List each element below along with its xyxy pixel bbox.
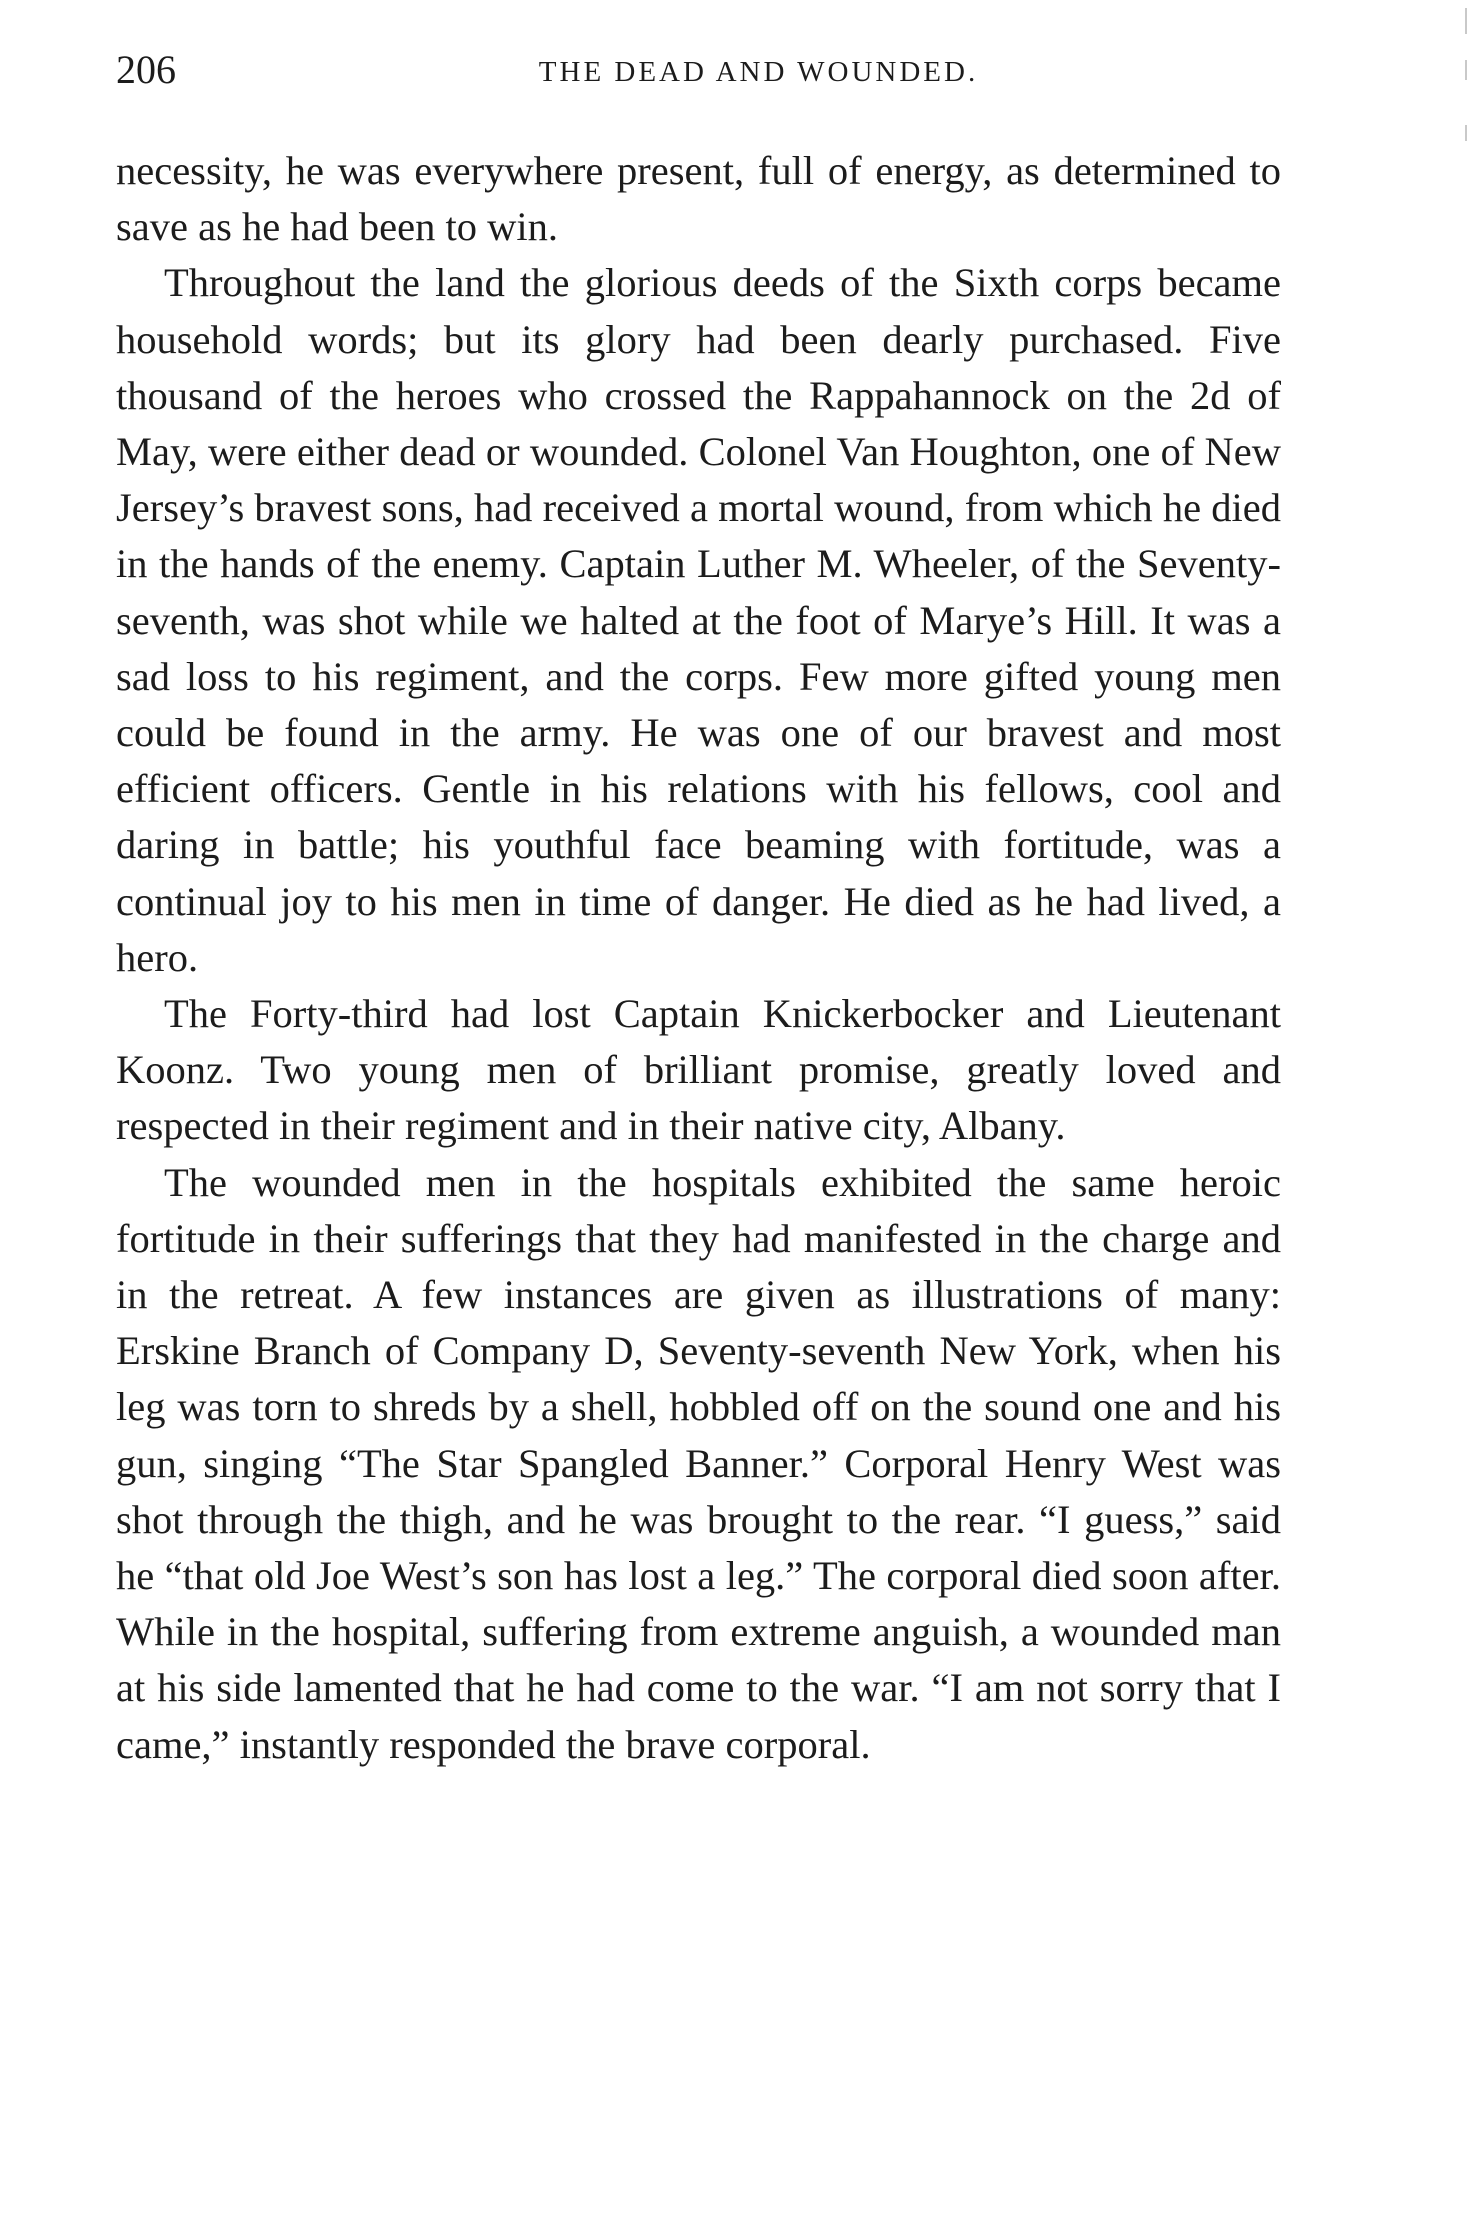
body-text [116,143,1281,1773]
page-number: 206 [116,47,176,92]
running-head [116,40,1281,100]
paragraph-continuation: necessity, he was everywhere present, full of energy, as determined to save as he had been to win. [116,148,1281,250]
scan-speck [1465,125,1467,141]
paragraph-sixth-corps: Throughout the land the glorious deeds of the Sixth corps became household words; but its glory had been dearly purchased. Five thousand of the heroes who crossed the Rappahannock on the 2d of May, were either dead or wounded. Colonel Van Houghton, one of New Jersey’s bravest sons, had received a mortal wound, from which he died in the hands of the enemy. Captain Luther M. Wheeler, of the Seventy-seventh, was shot while we halted at the foot of Marye’s Hill. It was a sad loss to his regiment, and the corps. Few more gifted young men could be found in the army. He was one of our bravest and most efficient officers. Gentle in his relations with his fellows, cool and daring in battle; his youthful face beaming with fortitude, was a continual joy to his men in time of danger. He died as he had lived, a hero. [116,260,1281,980]
running-title: THE DEAD AND WOUNDED. [538,56,979,88]
paragraph-wounded-men: The wounded men in the hospitals exhibited the same heroic fortitude in their sufferings that they had manifested in the charge and in the retreat. A few instances are given as illustrations of many: Erskine Branch of Company D, Seventy-seventh New York, when his leg was torn to shreds by a shell, hobbled off on the sound one and his gun, singing “The Star Spangled Banner.” Corporal Henry West was shot through the thigh, and he was brought to the rear. “I guess,” said he “that old Joe West’s son has lost a leg.” The corporal died soon after. While in the hospital, suffering from extreme anguish, a wounded man at his side lamented that he had come to the war. “I am not sorry that I came,” instantly responded the brave corporal. [116,1159,1281,1767]
paragraph-forty-third: The Forty-third had lost Captain Knickerbocker and Lieutenant Koonz. Two young men of brilliant promise, greatly loved and respected in their regiment and in their native city, Albany. [116,991,1281,1149]
scan-speck [1465,8,1467,34]
scan-speck [1465,60,1467,80]
